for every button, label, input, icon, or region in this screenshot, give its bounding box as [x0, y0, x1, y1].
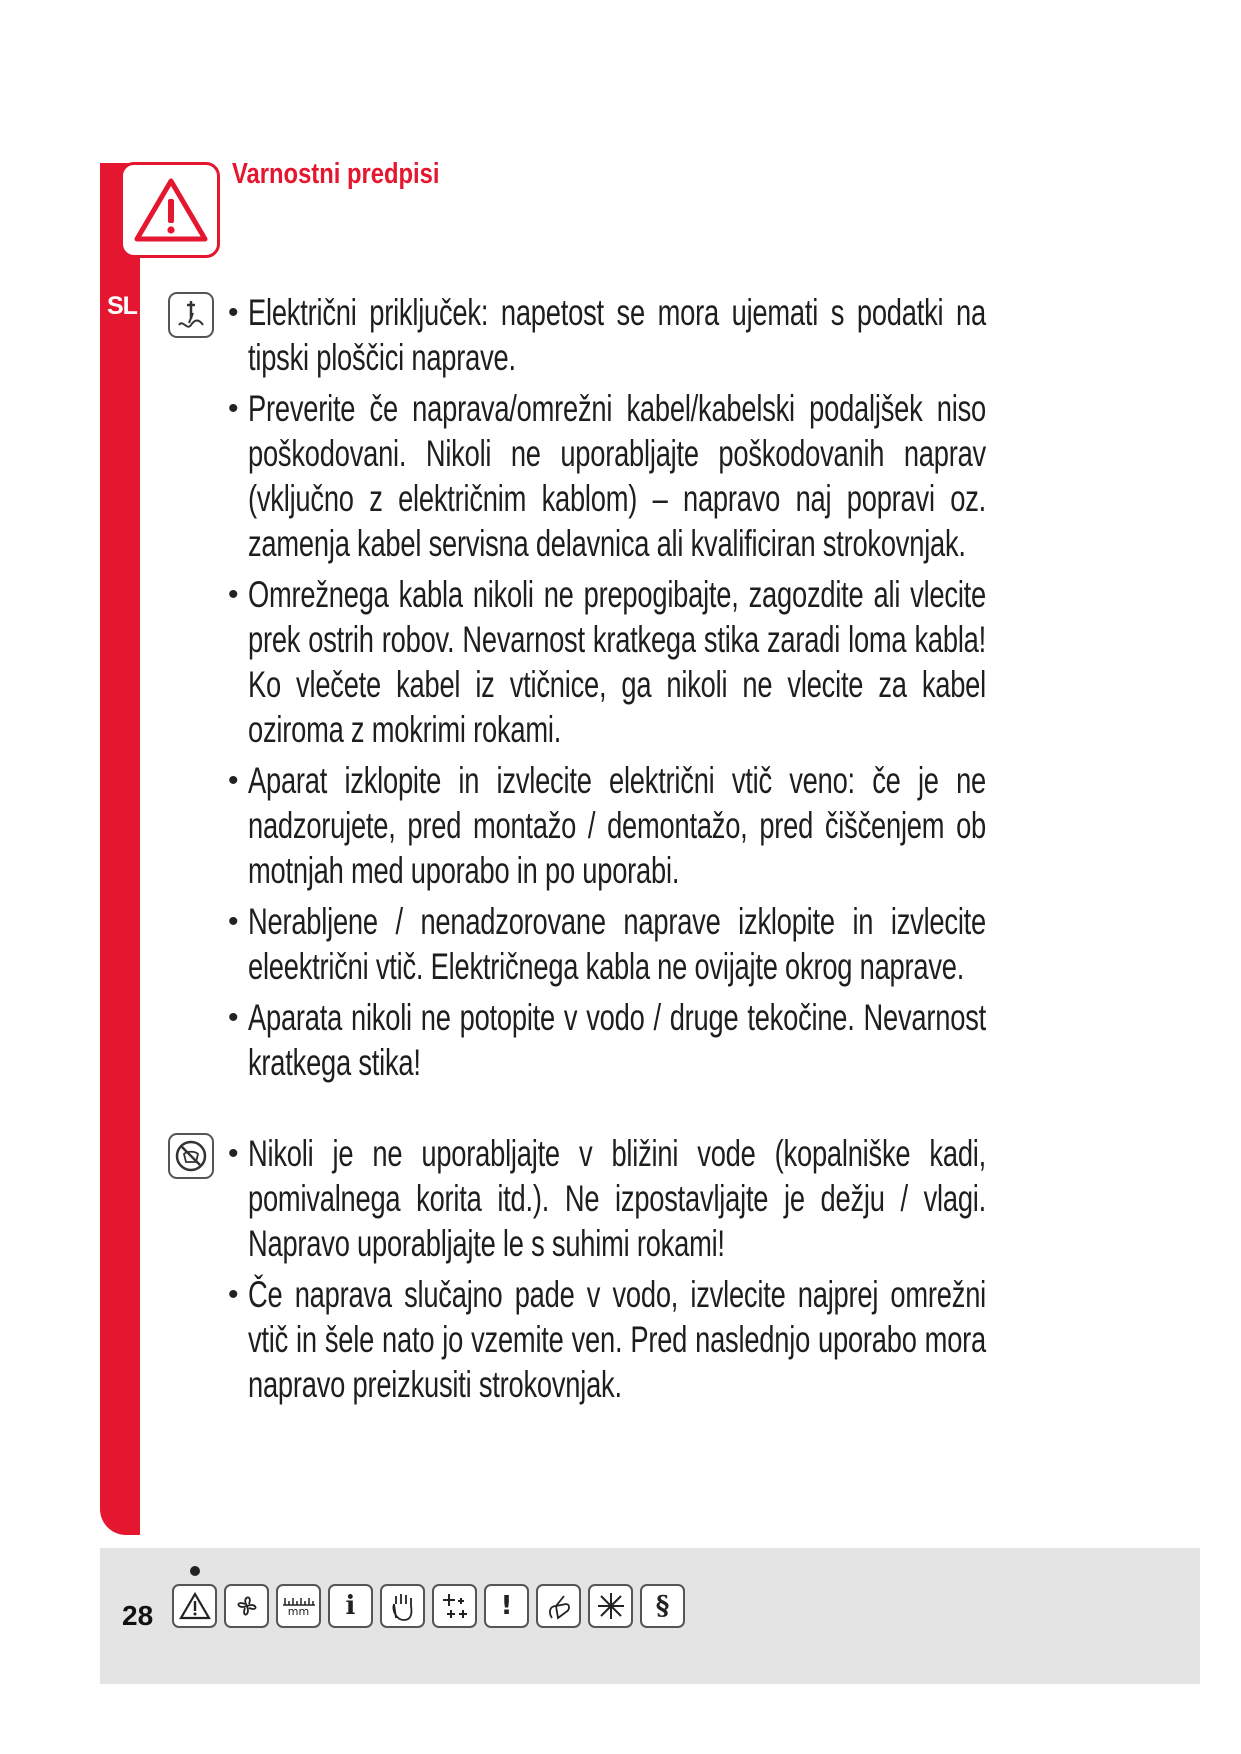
page-footer: [100, 1548, 1200, 1684]
no-water-icon: [168, 1133, 214, 1179]
spark-icon[interactable]: [588, 1584, 633, 1628]
section-icon-strip: [172, 1584, 685, 1628]
ruler-mm-icon[interactable]: [276, 1584, 321, 1628]
electric-plug-icon: [168, 292, 214, 338]
fan-icon[interactable]: [224, 1584, 269, 1628]
plus-icon[interactable]: [432, 1584, 477, 1628]
warning-triangle-icon: [131, 175, 211, 247]
safety-list-water: [232, 1131, 1074, 1413]
hand-pointer-icon[interactable]: [536, 1584, 581, 1628]
list-item: • Nerabljene / nenadzorovane naprave izklopite in izvlecite eleektrični vtič. Električnega kabla ne ovijajte okrog naprave.: [232, 899, 1074, 989]
info-icon[interactable]: i: [328, 1584, 373, 1628]
page-number: 28: [122, 1600, 154, 1631]
warning-icon[interactable]: [172, 1584, 217, 1628]
paragraph-icon[interactable]: §: [640, 1584, 685, 1628]
list-item: • Aparata nikoli ne potopite v vodo / druge tekočine. Nevarnost kratkega stika!: [232, 995, 1074, 1085]
list-item: • Preverite če naprava/omrežni kabel/kabelski podaljšek niso poškodovani. Nikoli ne uporabljajte poškodovanih naprav (vključno z električnim kablom) – napravo naj popravi oz. zamenja kabel servisna delavnica ali kvalificiran strokovnjak.: [232, 386, 1074, 566]
ruler-label: mm: [287, 1604, 310, 1618]
language-code: SL: [107, 292, 137, 320]
list-item: • Električni priključek: napetost se mora ujemati s podatki na tipski ploščici naprave.: [232, 290, 1074, 380]
side-color-bar: [100, 163, 140, 1535]
active-section-dot: [190, 1566, 200, 1576]
safety-list-electric: [232, 290, 1074, 1091]
exclamation-icon[interactable]: !: [484, 1584, 529, 1628]
list-item: • Če naprava slučajno pade v vodo, izvlecite najprej omrežni vtič in šele nato jo vzemite ven. Pred naslednjo uporabo mora napravo preizkusiti strokovnjak.: [232, 1272, 1074, 1407]
list-item: • Aparat izklopite in izvlecite električni vtič veno: če je ne nadzorujete, pred montažo / demontažo, pred čiščenjem ob motnjah med uporabo in po uporabi.: [232, 758, 1074, 893]
list-item: • Nikoli je ne uporabljajte v bližini vode (kopalniške kadi, pomivalnega korita itd.). Ne izpostavljajte je dežju / vlagi. Napravo uporabljajte le s suhimi rokami!: [232, 1131, 1074, 1266]
warning-header-box: [120, 162, 220, 258]
hand-icon[interactable]: [380, 1584, 425, 1628]
list-item: • Omrežnega kabla nikoli ne prepogibajte, zagozdite ali vlecite prek ostrih robov. Nevarnost kratkega stika zaradi loma kabla! Ko vlečete kabel iz vtičnice, ga nikoli ne vlecite za kabel oziroma z mokrimi rokami.: [232, 572, 1074, 752]
page-title: Varnostni predpisi: [232, 158, 440, 190]
